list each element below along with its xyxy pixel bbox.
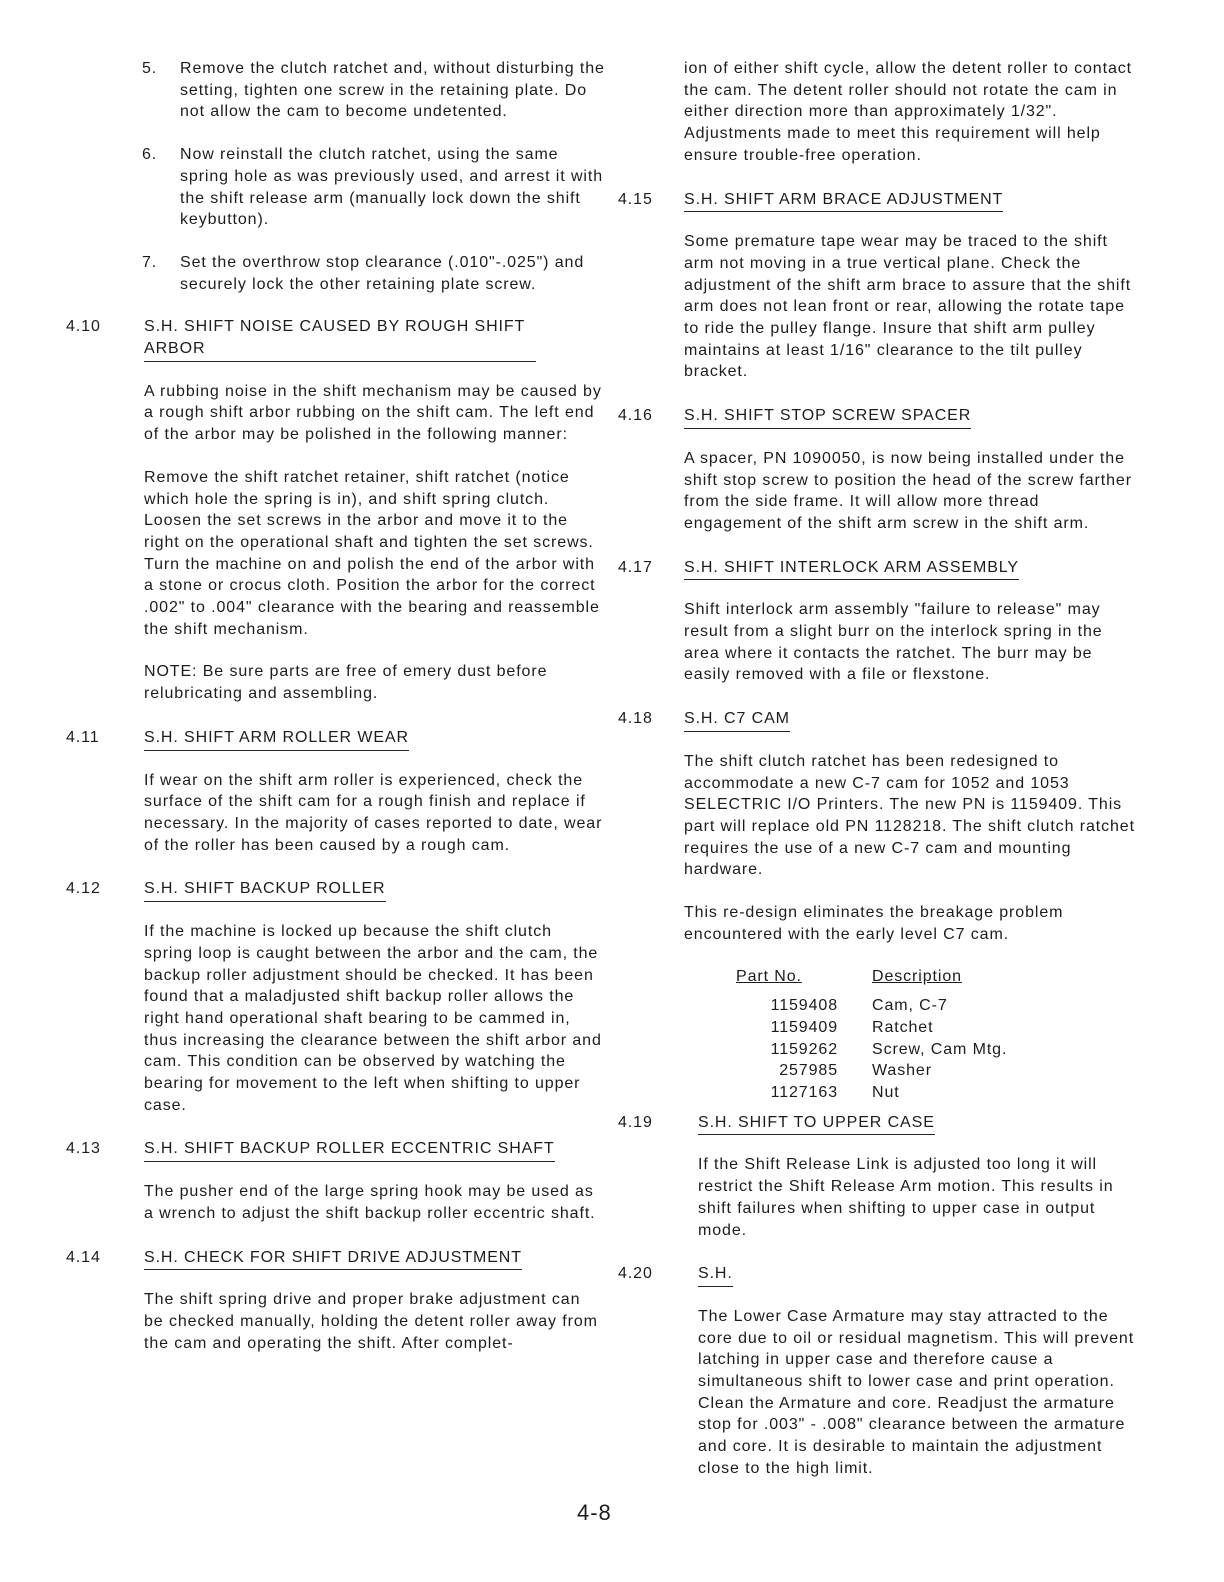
paragraph: If the Shift Release Link is adjusted too long it will restrict the Shift Release Arm motion. This results in shift failures when shifting to upper case in output mode. <box>698 1156 1114 1239</box>
paragraph: Shift interlock arm assembly "failure to release" may result from a slight burr on the interlock spring in the area where it contacts the ratchet. The burr may be easily removed with a file or flexstone. <box>684 601 1103 684</box>
part-no-header: Part No. <box>736 967 802 985</box>
section-number: 4.14 <box>66 1248 101 1266</box>
parts-table-row <box>736 1039 1138 1061</box>
section-heading-4-13 <box>60 1138 605 1162</box>
section-body-4-12 <box>60 921 605 1116</box>
section-number: 4.12 <box>66 880 101 898</box>
paragraph: The pusher end of the large spring hook may be used as a wrench to adjust the shift backup roller eccentric shaft. <box>144 1183 596 1222</box>
section-title: S.H. <box>698 1263 733 1287</box>
section-title: S.H. SHIFT INTERLOCK ARM ASSEMBLY <box>684 557 1019 581</box>
part-description: Cam, C-7 <box>872 997 948 1015</box>
description-header: Description <box>872 967 962 985</box>
section-title: S.H. C7 CAM <box>684 708 790 732</box>
part-number: 257985 <box>779 1062 838 1080</box>
section-body-4-19 <box>618 1154 1138 1241</box>
section-body-4-20 <box>618 1306 1138 1480</box>
section-heading-4-19 <box>618 1112 1138 1136</box>
section-title: S.H. SHIFT BACKUP ROLLER <box>144 878 386 902</box>
parts-table-row <box>736 1082 1138 1104</box>
section-number: 4.17 <box>618 558 653 576</box>
section-body-4-14-continued: ion of either shift cycle, allow the detent roller to contact the cam. The detent roller should not rotate the cam in either direction more than approximately 1/32". Adjustments made to meet this requirement will help ensure trouble-free operation. <box>684 60 1132 164</box>
part-description: Screw, Cam Mtg. <box>872 1040 1008 1058</box>
part-description: Nut <box>872 1084 900 1102</box>
paragraph: The Lower Case Armature may stay attracted to the core due to oil or residual magnetism. This will prevent latching in upper case and therefore cause a simultaneous shift to lower case and print operation. Clean the Armature and core. Readjust the armature stop for .003" - .008" clearance between the armature and core. It is desirable to maintain the adjustment close to the high limit. <box>698 1307 1135 1477</box>
paragraph: A rubbing noise in the shift mechanism may be caused by a rough shift arbor rubbing on the shift cam. The left end of the arbor may be polished in the following manner: <box>144 382 602 444</box>
step-text: Remove the clutch ratchet and, without disturbing the setting, tighten one screw in the retaining plate. Do not allow the cam to become undetented. <box>180 60 605 121</box>
section-heading-4-11 <box>60 727 605 751</box>
step-number: 7. <box>142 253 158 271</box>
section-title: S.H. SHIFT STOP SCREW SPACER <box>684 405 971 429</box>
section-heading-4-20 <box>618 1263 1138 1287</box>
part-number: 1159409 <box>770 1018 838 1036</box>
part-number: 1159262 <box>770 1040 838 1058</box>
section-body-4-13 <box>60 1181 605 1224</box>
step-text: Now reinstall the clutch ratchet, using the same spring hole as was previously used, and arrest it with the shift release arm (manually lock down the shift keybutton). <box>180 146 604 229</box>
paragraph: Some premature tape wear may be traced to the shift arm not moving in a true vertical plane. Check the adjustment of the shift arm brace to assure that the shift arm does not lean front or rear, allowing the rotate tape to ride the pulley flange. Insure that shift arm pulley maintains at least 1/16" clearance to the tilt pulley bracket. <box>684 233 1132 381</box>
section-title: S.H. SHIFT ARM ROLLER WEAR <box>144 727 409 751</box>
paragraph: This re-design eliminates the breakage problem encountered with the early level C7 cam. <box>684 904 1064 943</box>
section-heading-4-18 <box>618 708 1138 732</box>
section-body-4-15 <box>618 231 1138 383</box>
section-body-4-16 <box>618 448 1138 535</box>
parts-table-row <box>736 1017 1138 1039</box>
note-paragraph: NOTE: Be sure parts are free of emery dust before relubricating and assembling. <box>144 663 548 703</box>
step-number: 5. <box>142 60 158 77</box>
part-number: 1159408 <box>770 997 838 1015</box>
step-6 <box>60 144 605 231</box>
section-body-4-11 <box>60 770 605 857</box>
step-number: 6. <box>142 146 158 164</box>
section-title: S.H. SHIFT NOISE CAUSED BY ROUGH SHIFT ARBOR <box>144 316 536 361</box>
section-heading-4-17 <box>618 557 1138 581</box>
parts-table-row <box>736 1060 1138 1082</box>
section-heading-4-10 <box>60 316 605 361</box>
part-description: Ratchet <box>872 1018 934 1036</box>
part-number: 1127163 <box>770 1084 838 1102</box>
section-body-4-17 <box>618 599 1138 686</box>
section-number: 4.18 <box>618 710 653 728</box>
parts-table-row <box>736 995 1138 1017</box>
section-title: S.H. CHECK FOR SHIFT DRIVE ADJUSTMENT <box>144 1247 522 1271</box>
section-number: 4.10 <box>66 318 101 336</box>
section-title: S.H. SHIFT BACKUP ROLLER ECCENTRIC SHAFT <box>144 1138 555 1162</box>
section-number: 4.16 <box>618 407 653 425</box>
section-number: 4.13 <box>66 1140 101 1158</box>
paragraph: If the machine is locked up because the shift clutch spring loop is caught between the arbor and the cam, the backup roller adjustment should be checked. It has been found that a maladjusted shift backup roller allows the right hand operational shaft bearing to be cammed in, thus increasing the clearance between the shift arbor and cam. This condition can be observed by watching the bearing for movement to the left when shifting to upper case. <box>144 923 602 1114</box>
section-heading-4-12 <box>60 878 605 902</box>
paragraph: A spacer, PN 1090050, is now being installed under the shift stop screw to position the head of the screw farther from the side frame. It will allow more thread engagement of the shift arm screw in the shift arm. <box>684 449 1132 532</box>
paragraph: The shift clutch ratchet has been redesigned to accommodate a new C-7 cam for 1052 and 1053 SELECTRIC I/O Printers. The new PN is 1159409. This part will replace old PN 1128218. The shift clutch ratchet requires the use of a new C-7 cam and mounting hardware. <box>684 752 1135 879</box>
section-body-4-14 <box>60 1289 605 1354</box>
section-number: 4.20 <box>618 1265 653 1283</box>
left-column <box>60 58 605 1376</box>
parts-table <box>736 966 1138 1104</box>
section-title: S.H. SHIFT TO UPPER CASE <box>698 1112 935 1136</box>
section-body-4-18 <box>618 751 1138 946</box>
page-number: 4-8 <box>577 1500 612 1525</box>
section-number: 4.19 <box>618 1113 653 1131</box>
paragraph: If wear on the shift arm roller is experienced, check the surface of the shift cam for a rough finish and replace if necessary. In the majority of cases reported to date, wear of the roller has been caused by a rough cam. <box>144 771 603 854</box>
parts-table-header <box>736 966 1138 988</box>
step-5 <box>60 58 605 123</box>
section-heading-4-14 <box>60 1247 605 1271</box>
step-7 <box>60 252 605 295</box>
paragraph: The shift spring drive and proper brake adjustment can be checked manually, holding the detent roller away from the cam and operating the shift. After complet- <box>144 1291 598 1352</box>
section-body-4-10 <box>60 381 605 705</box>
section-heading-4-16 <box>618 405 1138 429</box>
paragraph: Remove the shift ratchet retainer, shift ratchet (notice which hole the spring is in), and shift spring clutch. Loosen the set screws in the arbor and move it to the right on the operational shaft and tighten the set screws. Turn the machine on and polish the end of the arbor with a stone or crocus cloth. Position the arbor for the correct .002" to .004" clearance with the bearing and reassemble the shift mechanism. <box>144 468 600 638</box>
section-heading-4-15 <box>618 189 1138 213</box>
right-column <box>618 58 1138 1502</box>
step-text: Set the overthrow stop clearance (.010"-.025") and securely lock the other retaining plate screw. <box>180 253 585 293</box>
part-description: Washer <box>872 1062 932 1080</box>
section-number: 4.15 <box>618 190 653 208</box>
section-title: S.H. SHIFT ARM BRACE ADJUSTMENT <box>684 189 1003 213</box>
section-number: 4.11 <box>66 728 100 746</box>
